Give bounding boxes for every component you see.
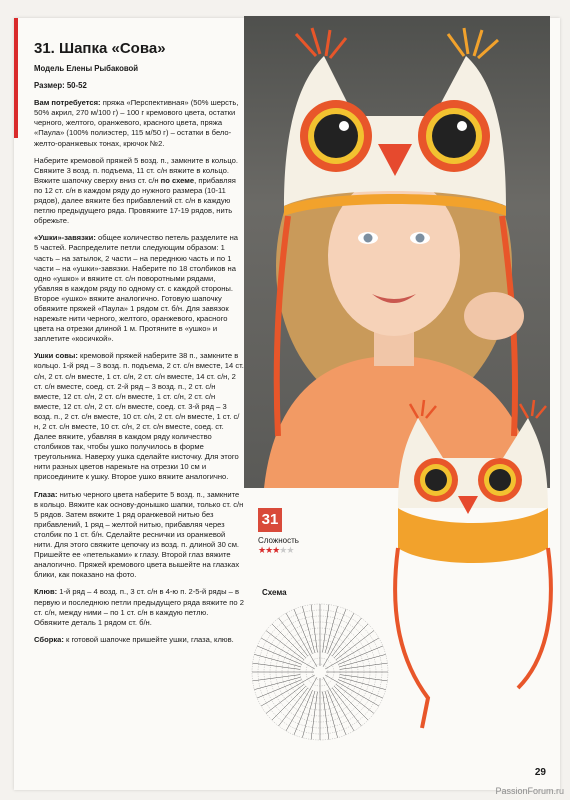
materials-text: пряжа «Перспективная» (50% шерсть, 50% акрил, 270 м/100 г) – 100 г кремового цвета, остатки черного, желтого, оранжевого, красного цвета, пряжа «Паула» (100% полиэстер, 115 м/50 г) – остатки в бело-желто-оранжевых тонах, крючок №2.	[34, 98, 239, 148]
chart-stitch	[334, 686, 368, 720]
chart-stitch	[334, 624, 368, 658]
crown-text-a: Наберите кремовой пряжей 5 возд. п., замкните в кольцо. Свяжите 3 возд. п. подъема, 11 ст. с/н вяжите в кольцо. Вяжите шапочку сверху вниз ст. с/н	[34, 155, 238, 185]
beak-text: 1-й ряд – 4 возд. п., 3 ст. с/н в 4-ю п. 2-5-й ряды – в первую и последнюю петли предыдущего ряда вяжите по 2 ст. с/н, между ними – по 1 ст. с/н в каждую петлю. Обвяжите деталь 1 рядом ст. б/н.	[34, 587, 244, 627]
chart-stitch	[339, 654, 385, 666]
chart-stitch	[323, 677, 354, 731]
chart-stitch	[272, 624, 306, 658]
chart-stitch	[325, 675, 379, 706]
assembly-label: Сборка:	[34, 634, 64, 644]
chart-stitch	[323, 613, 354, 667]
chart-stitch	[272, 686, 306, 720]
ear-flaps-text: общее количество петель разделите на 5 частей. Распределите петли следующим образом: 1 часть – на затылок, 2 части – на переднюю часть и по 1 части – на «ушки»-завязки. Наберите по 18 столбиков на одно «ушко» и вяжите ст. с/н поворотными рядами, убавляя в каждом ряду по одному ст. с каждой стороны. Второе «ушко» вяжите аналогично. Готовую шапочку обвяжите пряжей «Паула» 1 рядом ст. б/н. Для завязок нарежьте нити черного, желтого, оранжевого, красного цвета на отрезки длиной 1 м. Протяните в «ушко» и заплетите «косичкой».	[34, 233, 239, 344]
site-watermark: PassionForum.ru	[495, 786, 564, 796]
assembly-text: к готовой шапочке пришейте ушки, глаза, клюв.	[63, 634, 234, 644]
chart-stitch	[325, 606, 337, 652]
page-number: 29	[534, 767, 546, 778]
chart-stitch	[253, 663, 301, 669]
pattern-number-badge: 31	[258, 508, 282, 532]
star-filled-icon: ★	[272, 545, 280, 555]
crown-text-bold: по схеме	[160, 175, 195, 185]
chart-stitch	[311, 605, 317, 653]
chart-round	[312, 664, 328, 680]
chart-stitch	[286, 677, 317, 731]
chart-stitch	[339, 677, 385, 689]
ear-flaps-label: «Ушки»-завязки:	[34, 233, 96, 243]
eyes-paragraph	[34, 490, 244, 581]
pattern-title: 31. Шапка «Сова»	[34, 40, 166, 57]
chart-stitch	[302, 691, 314, 737]
chart-stitch	[325, 691, 337, 737]
ear-flaps-paragraph	[34, 233, 244, 344]
star-filled-icon: ★	[265, 545, 273, 555]
owl-ears-text: кремовой пряжей наберите 38 п., замкните в кольцо. 1-й ряд – 3 возд. п. подъема, 2 ст. с/н вместе, 14 ст. с/н, 2 ст. с/н вместе, 1 ст. с/н, 2 ст. с/н вместе, 14 ст. с/н, 2 ст. с/н вместе, соед. ст. 2-й ряд – 3 возд. п., 2 ст. с/н вместе, 12 ст. с/н, 2 ст. с/н вместе, 1 ст. с/н, 2 ст. с/н вместе, 12 ст. с/н, 2 ст. с/н вместе, соед. ст. 3-й ряд – 3 возд. п., 2 ст. с/н вместе, 10 ст. с/н, 2 ст. с/н вместе, 1 ст. с/н, 2 ст. с/н вместе, 10 ст. с/н, 2 ст. с/н вместе, соед. ст. Далее вяжите, убавляя в каждом ряду количество столбиков так, чтобы ушко получилось в форме треугольника. Наверху ушка сделайте кисточку. Для этого нити разных цветов нарежьте на отрезки 10 см и присоедините к ушку. Второе ушко вяжите аналогично.	[34, 351, 244, 482]
difficulty-label: Сложность	[258, 536, 299, 545]
assembly-paragraph	[34, 635, 244, 645]
owl-ears-paragraph	[34, 351, 244, 482]
chart-stitch	[323, 605, 329, 653]
chart-stitch	[340, 675, 388, 681]
chart-stitch	[261, 675, 315, 706]
chart-stitch	[261, 638, 315, 669]
chart-stitch	[311, 692, 317, 740]
owl-hat-product-illustration	[388, 398, 558, 738]
chart-stitch	[253, 675, 301, 681]
designer-credit: Модель Елены Рыбаковой	[34, 64, 139, 73]
owl-ears-label: Ушки совы:	[34, 351, 78, 361]
crown-paragraph	[34, 156, 244, 227]
crochet-crown-chart	[248, 600, 392, 744]
chart-stitch	[325, 638, 379, 669]
chart-stitch	[286, 613, 317, 667]
scheme-label: Схема	[262, 588, 287, 597]
materials-paragraph	[34, 98, 244, 148]
accent-rule	[14, 18, 18, 138]
beak-paragraph	[34, 587, 244, 627]
beak-label: Клюв:	[34, 587, 58, 597]
chart-stitch	[254, 654, 300, 666]
star-filled-icon: ★	[258, 545, 266, 555]
chart-stitch	[323, 692, 329, 740]
chart-stitch	[340, 663, 388, 669]
size-info: Размер: 50-52	[34, 81, 87, 91]
instructions-column	[34, 40, 244, 652]
chart-stitch	[302, 606, 314, 652]
eyes-label: Глаза:	[34, 489, 58, 499]
star-empty-icon: ★	[279, 545, 287, 555]
crown-text-b: , прибавляя по 12 ст. с/н в каждом ряду до нужного размера (10-11 рядов), далее вяжите без прибавлений ст. с/н в каждую петлю предыдущего ряда. Провяжите 17-19 рядов, нить обрежьте.	[34, 175, 236, 226]
difficulty-rating	[258, 545, 293, 556]
star-empty-icon: ★	[286, 545, 294, 555]
eyes-text: нитью черного цвета наберите 5 возд. п., замкните в кольцо. Вяжите как основу-донышко шапки, только ст. с/н 5 рядов. Затем вяжите 1 ряд оранжевой нитью без прибавлений, 1 ряд – желтой нитью, прибавляя через столбик по 1 ст. б/н. Сделайте реснички из оранжевой нити. Для этого свяжите цепочку из возд. п. длиной 30 см. Пришейте ее «петельками» к глазу. Второй глаз вяжите аналогично. Пряжей кремового цвета вышейте на глазках блики, как показано на фото.	[34, 489, 244, 580]
chart-stitch	[254, 677, 300, 689]
materials-label: Вам потребуется:	[34, 98, 101, 108]
